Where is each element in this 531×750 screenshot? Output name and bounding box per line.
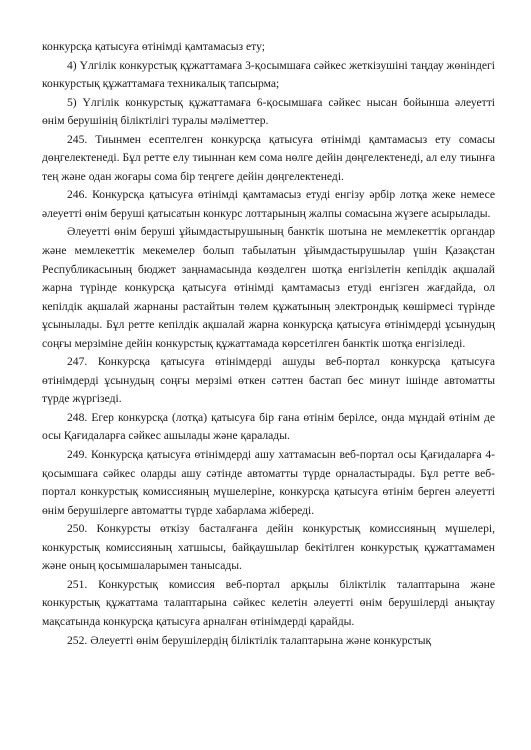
document-page <box>42 38 495 650</box>
paragraph-251: 251. Конкурстық комиссия веб-портал арқылы біліктілік талаптарына және конкурстық құжаттама талаптарына сәйкес келетін әлеуетті өнім берушілерді анықтау мақсатында конкурсқа қатысуға арналған өтінімдерді қарайды. <box>42 577 495 628</box>
paragraph-245: 245. Тиынмен есептелген конкурсқа қатысуға өтінімді қамтамасыз ету сомасы дөңгелектенеді. Бұл ретте елу тиыннан кем сома нөлге дейін дөңгелектенеді, ал елу тиынға тең және одан жоғары сома бір теңгеге дейін дөңгелектенеді. <box>42 132 495 183</box>
paragraph-item-5: 5) Үлгілік конкурстық құжаттамаға 6-қосымшаға сәйкес нысан бойынша әлеуетті өнім берушінің біліктілігі туралы мәліметтер. <box>42 95 495 128</box>
paragraph-249: 249. Конкурсқа қатысуға өтінімдерді ашу хаттамасын веб-портал осы Қағидаларға 4-қосымшаға сәйкес оларды ашу сәтінде автоматты түрде орналастырады. Бұл ретте веб-портал конкурстық комиссияның мүшелеріне, конкурсқа қатысуға өтінім берген әлеуетті өнім берушілерге автоматты түрде хабарлама жібереді. <box>42 448 495 517</box>
paragraph-246-continued: Әлеуетті өнім беруші ұйымдастырушының банктік шотына не мемлекеттік органдар және мемлекеттік мекемелер болып табылатын ұйымдастырушылар үшін Қазақстан Республикасының бюджет заңнамасында көзделген шотқа енгізілетін кепілдік ақшалай жарна түрінде конкурсқа қатысуға өтінімді қамтамасыз етуді енгізген жағдайда, ол кепілдік ақшалай жарнаны растайтын төлем құжатының электрондық көшірмесі түрінде ұсынылады. Бұл ретте кепілдік ақшалай жарна конкурсқа қатысуға өтінімдерді ұсынудың соңғы мерзіміне дейін конкурстық құжаттамада көрсетілген банктік шотқа енгізіледі. <box>42 225 495 350</box>
paragraph-item-4: 4) Үлгілік конкурстық құжаттамаға 3-қосымшаға сәйкес жеткізушіні таңдау жөніндегі конкурстық құжаттамаға техникалық тапсырма; <box>42 58 495 91</box>
paragraph-248: 248. Егер конкурсқа (лотқа) қатысуға бір ғана өтінім берілсе, онда мұндай өтінім де осы Қағидаларға сәйкес ашылады және қаралады. <box>42 410 495 443</box>
paragraph-252: 252. Әлеуетті өнім берушілердің біліктілік талаптарына және конкурстық <box>67 633 432 647</box>
paragraph-continuation: конкурсқа қатысуға өтінімді қамтамасыз ету; <box>42 40 265 53</box>
paragraph-247: 247. Конкурсқа қатысуға өтінімдерді ашуды веб-портал конкурсқа қатысуға өтінімдерді ұсынудың соңғы мерзімі өткен сәттен бастап бес минут ішінде автоматты түрде жүргізеді. <box>42 355 495 406</box>
paragraph-246: 246. Конкурсқа қатысуға өтінімді қамтамасыз етуді енгізу әрбір лотқа жеке немесе әлеуетті өнім беруші қатысатын конкурс лоттарының жалпы сомасына жүзеге асырылады. <box>42 188 495 220</box>
paragraph-250: 250. Конкурсты өткізу басталғанға дейін конкурстық комиссияның мүшелері, конкурстық комиссияның хатшысы, байқаушылар бекітілген конкурстық құжаттамамен және оның қосымшаларымен танысады. <box>42 522 495 573</box>
